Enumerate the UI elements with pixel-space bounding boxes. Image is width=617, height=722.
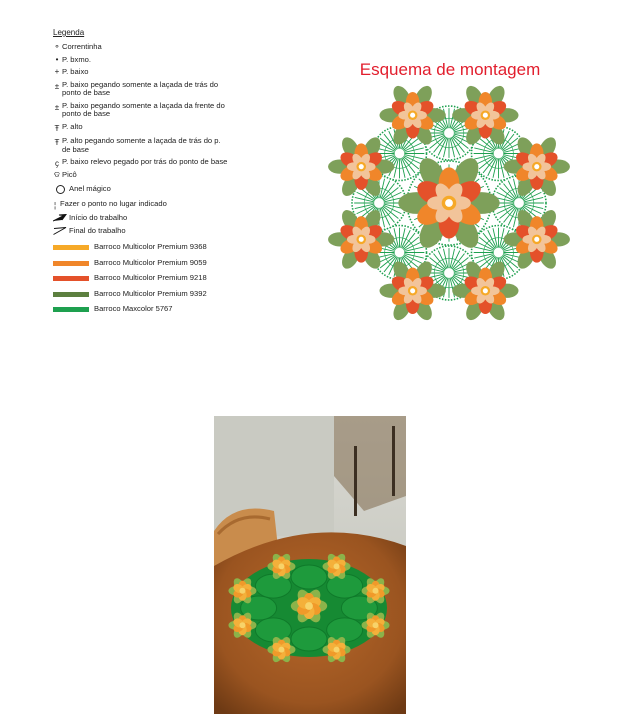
legend-color-5767 <box>53 305 228 314</box>
legend-label: P. baixo pegando somente a laçada da frente do ponto de base <box>62 100 225 118</box>
legend-label: P. baixo relevo pegado por trás do ponto de base <box>62 157 228 166</box>
photo-motif <box>291 565 327 589</box>
legend-item-double-crochet <box>53 123 228 132</box>
finished-doily-photo <box>214 416 406 714</box>
end-arrow-icon <box>53 227 67 238</box>
dashed-line-symbol-icon: ¦ <box>53 200 57 210</box>
legend-item-dc-back-loop <box>53 137 228 154</box>
legend-item-picot <box>53 171 228 180</box>
legend-item-start <box>53 214 228 223</box>
legend-color-9392 <box>53 290 228 299</box>
color-swatch <box>53 307 89 312</box>
legend-item-dashed-line <box>53 200 228 209</box>
legend-label: P. bxmo. <box>62 54 91 64</box>
legend-label: P. baixo <box>62 67 89 76</box>
legend-title: Legenda <box>53 28 85 37</box>
magic-ring-symbol-icon <box>53 185 67 197</box>
legend-label: Barroco Maxcolor 5767 <box>94 304 173 313</box>
photo-table-leg <box>392 426 395 496</box>
legend-item-sc-front-loop <box>53 102 228 119</box>
single-crochet-front-loop-symbol-icon: ± <box>54 102 60 112</box>
legend-label: Fazer o ponto no lugar indicado <box>60 198 167 208</box>
photo-table-leg <box>354 446 357 516</box>
legend-item-single-crochet <box>53 68 228 77</box>
legend-label: Barroco Multicolor Premium 9392 <box>94 288 207 298</box>
double-crochet-back-loop-symbol-icon: Ŧ <box>54 138 60 147</box>
legend-label: Picô <box>62 169 77 179</box>
legend <box>53 28 228 321</box>
legend-label: Barroco Multicolor Premium 9059 <box>94 257 207 267</box>
legend-item-chain <box>53 43 228 52</box>
single-crochet-symbol-icon: + <box>54 67 60 76</box>
picot-symbol-icon: ଡ <box>54 169 60 179</box>
double-crochet-symbol-icon: Ŧ <box>54 123 60 133</box>
color-swatch <box>53 292 89 297</box>
legend-label: Anel mágico <box>69 184 111 193</box>
chain-symbol-icon: ⚬ <box>53 42 61 51</box>
slip-stitch-symbol-icon: • <box>55 54 59 64</box>
legend-item-magic-ring <box>53 185 228 194</box>
legend-label: Final do trabalho <box>69 225 126 235</box>
back-post-single-crochet-symbol-icon: ҫ <box>55 159 59 168</box>
legend-color-9368 <box>53 243 228 252</box>
legend-label: P. alto <box>62 121 83 131</box>
legend-item-slip-stitch <box>53 56 228 65</box>
photo-motif <box>291 627 327 651</box>
assembly-diagram <box>326 80 572 326</box>
legend-color-9059 <box>53 259 228 268</box>
start-arrow-icon <box>53 214 67 225</box>
color-swatch <box>53 261 89 266</box>
legend-item-back-post-sc <box>53 158 228 167</box>
legend-item-end <box>53 227 228 236</box>
legend-label: Barroco Multicolor Premium 9218 <box>94 273 207 282</box>
color-swatch <box>53 276 89 281</box>
single-crochet-back-loop-symbol-icon: ± <box>54 81 60 91</box>
legend-item-sc-back-loop <box>53 81 228 98</box>
legend-label: Correntinha <box>62 42 102 51</box>
legend-label: P. baixo pegando somente a laçada de trás do ponto de base <box>62 79 219 97</box>
legend-label: Início do trabalho <box>69 213 128 222</box>
legend-label: Barroco Multicolor Premium 9368 <box>94 242 207 251</box>
legend-color-9218 <box>53 274 228 283</box>
legend-label: P. alto pegando somente a laçada de trás do p. de base <box>62 136 221 154</box>
color-swatch <box>53 245 89 250</box>
diagram-title: Esquema de montagem <box>359 60 541 79</box>
